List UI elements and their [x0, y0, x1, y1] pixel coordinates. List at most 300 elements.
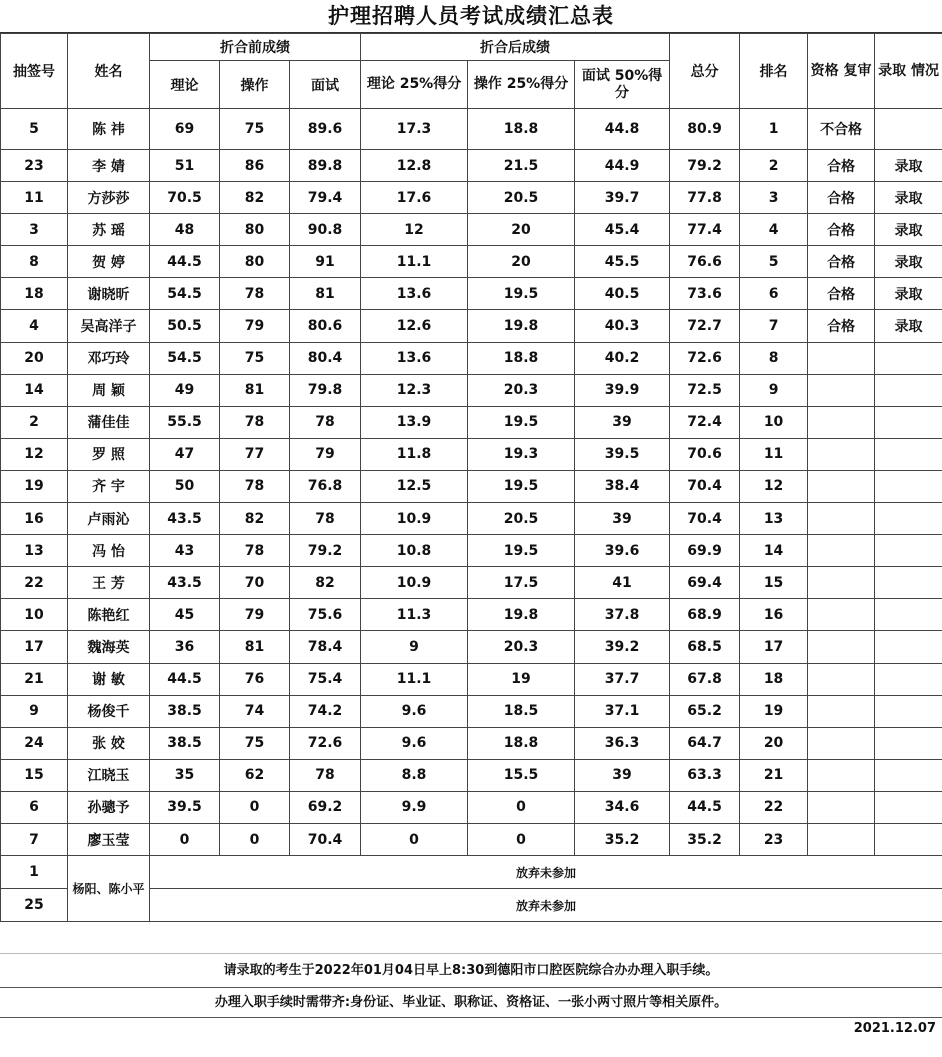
operation-weighted: 18.8	[468, 727, 575, 759]
admission-status: 录取	[875, 150, 942, 182]
operation-score: 86	[220, 150, 290, 182]
candidate-name: 卢雨沁	[68, 503, 150, 535]
operation-score: 78	[220, 406, 290, 438]
header-interview-50: 面试 50%得分	[575, 61, 670, 109]
draw-no: 10	[1, 599, 68, 631]
theory-weighted: 13.6	[361, 342, 468, 374]
rank: 10	[740, 406, 808, 438]
table-row	[1, 791, 942, 823]
table-row	[1, 278, 942, 310]
qualification-status	[808, 695, 875, 727]
theory-weighted: 12	[361, 214, 468, 246]
total-score: 77.8	[670, 182, 740, 214]
table-row	[1, 182, 942, 214]
operation-weighted: 19.5	[468, 278, 575, 310]
draw-no: 23	[1, 150, 68, 182]
theory-score: 36	[150, 631, 220, 663]
operation-weighted: 18.5	[468, 695, 575, 727]
table-row	[1, 599, 942, 631]
draw-no: 3	[1, 214, 68, 246]
theory-weighted: 0	[361, 823, 468, 855]
operation-weighted: 19.8	[468, 599, 575, 631]
operation-weighted: 0	[468, 823, 575, 855]
interview-score: 79.4	[290, 182, 361, 214]
interview-weighted: 37.8	[575, 599, 670, 631]
interview-score: 91	[290, 246, 361, 278]
rank: 14	[740, 535, 808, 567]
total-score: 76.6	[670, 246, 740, 278]
operation-weighted: 19.5	[468, 535, 575, 567]
header-name: 姓名	[68, 34, 150, 109]
qualification-status: 合格	[808, 182, 875, 214]
admission-status	[875, 470, 942, 502]
qualification-status	[808, 406, 875, 438]
interview-score: 69.2	[290, 791, 361, 823]
total-score: 77.4	[670, 214, 740, 246]
operation-score: 79	[220, 310, 290, 342]
score-rows	[1, 109, 942, 856]
total-score: 72.7	[670, 310, 740, 342]
interview-score: 82	[290, 567, 361, 599]
theory-score: 45	[150, 599, 220, 631]
admission-status	[875, 823, 942, 855]
admission-status	[875, 535, 942, 567]
admission-status	[875, 374, 942, 406]
candidate-name: 齐 宇	[68, 470, 150, 502]
table-row	[1, 503, 942, 535]
admission-status	[875, 727, 942, 759]
rank: 22	[740, 791, 808, 823]
operation-score: 80	[220, 246, 290, 278]
interview-score: 75.4	[290, 663, 361, 695]
candidate-name: 邓巧玲	[68, 342, 150, 374]
interview-weighted: 40.3	[575, 310, 670, 342]
candidate-name: 王 芳	[68, 567, 150, 599]
total-score: 64.7	[670, 727, 740, 759]
candidate-name: 廖玉莹	[68, 823, 150, 855]
interview-weighted: 37.7	[575, 663, 670, 695]
operation-weighted: 20.5	[468, 503, 575, 535]
operation-score: 78	[220, 470, 290, 502]
draw-no: 2	[1, 406, 68, 438]
operation-score: 81	[220, 374, 290, 406]
operation-score: 75	[220, 727, 290, 759]
table-row	[1, 631, 942, 663]
rank: 16	[740, 599, 808, 631]
candidate-name: 蒲佳佳	[68, 406, 150, 438]
total-score: 80.9	[670, 109, 740, 150]
interview-score: 80.4	[290, 342, 361, 374]
theory-score: 38.5	[150, 695, 220, 727]
table-row	[1, 727, 942, 759]
interview-score: 79.8	[290, 374, 361, 406]
theory-score: 54.5	[150, 342, 220, 374]
score-table	[0, 33, 942, 922]
qualification-status: 不合格	[808, 109, 875, 150]
candidate-name: 贺 婷	[68, 246, 150, 278]
theory-weighted: 10.8	[361, 535, 468, 567]
operation-weighted: 19.8	[468, 310, 575, 342]
theory-score: 44.5	[150, 663, 220, 695]
header-before-group: 折合前成绩	[150, 34, 361, 61]
rank: 11	[740, 438, 808, 470]
interview-score: 78	[290, 759, 361, 791]
interview-weighted: 39.6	[575, 535, 670, 567]
total-score: 44.5	[670, 791, 740, 823]
qualification-status	[808, 374, 875, 406]
total-score: 35.2	[670, 823, 740, 855]
total-score: 68.9	[670, 599, 740, 631]
total-score: 73.6	[670, 278, 740, 310]
admission-status: 录取	[875, 214, 942, 246]
header-draw-no: 抽签号	[1, 34, 68, 109]
rank: 15	[740, 567, 808, 599]
interview-weighted: 45.5	[575, 246, 670, 278]
qualification-status: 合格	[808, 278, 875, 310]
operation-weighted: 19.5	[468, 406, 575, 438]
operation-score: 82	[220, 503, 290, 535]
operation-weighted: 0	[468, 791, 575, 823]
theory-score: 69	[150, 109, 220, 150]
interview-weighted: 34.6	[575, 791, 670, 823]
interview-score: 78.4	[290, 631, 361, 663]
theory-score: 51	[150, 150, 220, 182]
operation-weighted: 20.3	[468, 631, 575, 663]
operation-weighted: 17.5	[468, 567, 575, 599]
qualification-status: 合格	[808, 246, 875, 278]
theory-score: 43.5	[150, 503, 220, 535]
total-score: 63.3	[670, 759, 740, 791]
qualification-status	[808, 342, 875, 374]
operation-score: 82	[220, 182, 290, 214]
draw-no: 12	[1, 438, 68, 470]
operation-weighted: 19.3	[468, 438, 575, 470]
operation-weighted: 15.5	[468, 759, 575, 791]
operation-score: 75	[220, 342, 290, 374]
rank: 19	[740, 695, 808, 727]
qualification-status	[808, 663, 875, 695]
operation-score: 78	[220, 278, 290, 310]
theory-score: 50	[150, 470, 220, 502]
interview-weighted: 36.3	[575, 727, 670, 759]
admission-status: 录取	[875, 278, 942, 310]
qualification-status	[808, 470, 875, 502]
qualification-status	[808, 631, 875, 663]
total-score: 70.4	[670, 470, 740, 502]
interview-weighted: 44.9	[575, 150, 670, 182]
rank: 2	[740, 150, 808, 182]
header-total: 总分	[670, 34, 740, 109]
table-row	[1, 214, 942, 246]
rank: 4	[740, 214, 808, 246]
draw-no: 17	[1, 631, 68, 663]
total-score: 79.2	[670, 150, 740, 182]
rank: 23	[740, 823, 808, 855]
candidate-name: 江晓玉	[68, 759, 150, 791]
interview-score: 80.6	[290, 310, 361, 342]
admission-status	[875, 663, 942, 695]
interview-weighted: 39	[575, 406, 670, 438]
interview-score: 78	[290, 503, 361, 535]
interview-weighted: 40.2	[575, 342, 670, 374]
interview-score: 90.8	[290, 214, 361, 246]
interview-score: 79.2	[290, 535, 361, 567]
candidate-name: 吴高洋子	[68, 310, 150, 342]
admission-status: 录取	[875, 182, 942, 214]
draw-no: 13	[1, 535, 68, 567]
operation-weighted: 20.3	[468, 374, 575, 406]
operation-score: 78	[220, 535, 290, 567]
theory-weighted: 12.3	[361, 374, 468, 406]
table-row	[1, 109, 942, 150]
operation-score: 76	[220, 663, 290, 695]
candidate-name: 罗 照	[68, 438, 150, 470]
draw-no: 4	[1, 310, 68, 342]
qualification-status	[808, 823, 875, 855]
table-row	[1, 438, 942, 470]
theory-score: 50.5	[150, 310, 220, 342]
interview-weighted: 39.7	[575, 182, 670, 214]
qualification-status	[808, 727, 875, 759]
qualification-status	[808, 759, 875, 791]
draw-no: 9	[1, 695, 68, 727]
table-row	[1, 567, 942, 599]
interview-score: 74.2	[290, 695, 361, 727]
admission-status	[875, 759, 942, 791]
operation-weighted: 18.8	[468, 342, 575, 374]
table-row	[1, 663, 942, 695]
total-score: 72.5	[670, 374, 740, 406]
candidate-name: 李 婧	[68, 150, 150, 182]
operation-score: 77	[220, 438, 290, 470]
candidate-name: 苏 瑶	[68, 214, 150, 246]
header-rank: 排名	[740, 34, 808, 109]
interview-score: 89.6	[290, 109, 361, 150]
qualification-status: 合格	[808, 214, 875, 246]
theory-weighted: 17.6	[361, 182, 468, 214]
total-score: 68.5	[670, 631, 740, 663]
theory-score: 35	[150, 759, 220, 791]
theory-weighted: 12.5	[361, 470, 468, 502]
draw-no: 14	[1, 374, 68, 406]
candidate-name: 张 姣	[68, 727, 150, 759]
draw-no: 18	[1, 278, 68, 310]
interview-weighted: 39	[575, 503, 670, 535]
admission-status	[875, 406, 942, 438]
total-score: 69.9	[670, 535, 740, 567]
operation-score: 62	[220, 759, 290, 791]
interview-score: 75.6	[290, 599, 361, 631]
absent-draw-no: 25	[1, 889, 68, 922]
theory-weighted: 12.8	[361, 150, 468, 182]
theory-score: 43	[150, 535, 220, 567]
operation-weighted: 20.5	[468, 182, 575, 214]
sheet-title: 护理招聘人员考试成绩汇总表	[0, 0, 942, 33]
operation-weighted: 20	[468, 246, 575, 278]
interview-weighted: 45.4	[575, 214, 670, 246]
theory-weighted: 11.3	[361, 599, 468, 631]
theory-score: 55.5	[150, 406, 220, 438]
candidate-name: 陈 祎	[68, 109, 150, 150]
table-row	[1, 759, 942, 791]
interview-weighted: 44.8	[575, 109, 670, 150]
admission-status	[875, 695, 942, 727]
theory-score: 43.5	[150, 567, 220, 599]
theory-weighted: 13.6	[361, 278, 468, 310]
candidate-name: 杨俊千	[68, 695, 150, 727]
table-row	[1, 535, 942, 567]
interview-weighted: 37.1	[575, 695, 670, 727]
admission-status	[875, 567, 942, 599]
absent-note: 放弃未参加	[150, 856, 942, 889]
admission-status: 录取	[875, 310, 942, 342]
qualification-status	[808, 791, 875, 823]
operation-score: 81	[220, 631, 290, 663]
theory-weighted: 8.8	[361, 759, 468, 791]
admission-status	[875, 503, 942, 535]
theory-weighted: 11.8	[361, 438, 468, 470]
table-row	[1, 695, 942, 727]
theory-score: 47	[150, 438, 220, 470]
candidate-name: 周 颖	[68, 374, 150, 406]
interview-score: 89.8	[290, 150, 361, 182]
qualification-status	[808, 567, 875, 599]
qualification-status	[808, 503, 875, 535]
candidate-name: 方莎莎	[68, 182, 150, 214]
blank-row	[0, 922, 942, 954]
header-theory: 理论	[150, 61, 220, 109]
table-row	[1, 310, 942, 342]
interview-weighted: 38.4	[575, 470, 670, 502]
issue-date: 2021.12.07	[853, 1021, 936, 1037]
operation-score: 70	[220, 567, 290, 599]
theory-weighted: 11.1	[361, 663, 468, 695]
draw-no: 22	[1, 567, 68, 599]
operation-score: 74	[220, 695, 290, 727]
theory-score: 0	[150, 823, 220, 855]
qualification-status: 合格	[808, 150, 875, 182]
rank: 9	[740, 374, 808, 406]
interview-score: 70.4	[290, 823, 361, 855]
qualification-status	[808, 438, 875, 470]
theory-score: 39.5	[150, 791, 220, 823]
total-score: 72.6	[670, 342, 740, 374]
candidate-name: 孙骢予	[68, 791, 150, 823]
rank: 7	[740, 310, 808, 342]
interview-score: 78	[290, 406, 361, 438]
operation-score: 0	[220, 823, 290, 855]
draw-no: 24	[1, 727, 68, 759]
operation-weighted: 21.5	[468, 150, 575, 182]
theory-weighted: 10.9	[361, 567, 468, 599]
draw-no: 15	[1, 759, 68, 791]
admission-status	[875, 109, 942, 150]
table-row	[1, 406, 942, 438]
draw-no: 8	[1, 246, 68, 278]
theory-score: 49	[150, 374, 220, 406]
interview-weighted: 39.5	[575, 438, 670, 470]
notice-report-time: 请录取的考生于2022年01月04日早上8:30到德阳市口腔医院综合办办理入职手续。	[0, 954, 942, 988]
operation-weighted: 18.8	[468, 109, 575, 150]
absent-note: 放弃未参加	[150, 889, 942, 922]
interview-weighted: 39.2	[575, 631, 670, 663]
theory-weighted: 9.9	[361, 791, 468, 823]
theory-weighted: 9.6	[361, 727, 468, 759]
total-score: 65.2	[670, 695, 740, 727]
draw-no: 11	[1, 182, 68, 214]
rank: 17	[740, 631, 808, 663]
interview-weighted: 40.5	[575, 278, 670, 310]
rank: 5	[740, 246, 808, 278]
theory-score: 44.5	[150, 246, 220, 278]
table-row	[1, 374, 942, 406]
rank: 12	[740, 470, 808, 502]
table-row	[1, 470, 942, 502]
admission-status	[875, 631, 942, 663]
header-qualification: 资格 复审	[808, 34, 875, 109]
total-score: 70.6	[670, 438, 740, 470]
draw-no: 5	[1, 109, 68, 150]
theory-weighted: 12.6	[361, 310, 468, 342]
operation-score: 79	[220, 599, 290, 631]
interview-weighted: 35.2	[575, 823, 670, 855]
interview-score: 72.6	[290, 727, 361, 759]
rank: 18	[740, 663, 808, 695]
interview-weighted: 39.9	[575, 374, 670, 406]
interview-weighted: 39	[575, 759, 670, 791]
header-operation: 操作	[220, 61, 290, 109]
table-row	[1, 150, 942, 182]
rank: 8	[740, 342, 808, 374]
interview-score: 81	[290, 278, 361, 310]
rank: 21	[740, 759, 808, 791]
candidate-name: 魏海英	[68, 631, 150, 663]
admission-status	[875, 438, 942, 470]
theory-score: 70.5	[150, 182, 220, 214]
operation-score: 80	[220, 214, 290, 246]
theory-weighted: 9	[361, 631, 468, 663]
operation-weighted: 19	[468, 663, 575, 695]
admission-status	[875, 599, 942, 631]
table-row	[1, 342, 942, 374]
qualification-status	[808, 535, 875, 567]
absent-names: 杨阳、陈小平	[68, 856, 150, 922]
rank: 20	[740, 727, 808, 759]
total-score: 69.4	[670, 567, 740, 599]
theory-weighted: 13.9	[361, 406, 468, 438]
candidate-name: 谢 敏	[68, 663, 150, 695]
qualification-status: 合格	[808, 310, 875, 342]
theory-score: 38.5	[150, 727, 220, 759]
theory-weighted: 11.1	[361, 246, 468, 278]
draw-no: 7	[1, 823, 68, 855]
qualification-status	[808, 599, 875, 631]
rank: 13	[740, 503, 808, 535]
theory-score: 48	[150, 214, 220, 246]
header-theory-25: 理论 25%得分	[361, 61, 468, 109]
rank: 3	[740, 182, 808, 214]
absent-rows	[1, 856, 942, 922]
table-row	[1, 823, 942, 855]
candidate-name: 陈艳红	[68, 599, 150, 631]
theory-weighted: 17.3	[361, 109, 468, 150]
rank: 1	[740, 109, 808, 150]
absent-draw-no: 1	[1, 856, 68, 889]
header-interview: 面试	[290, 61, 361, 109]
header-after-group: 折合后成绩	[361, 34, 670, 61]
total-score: 72.4	[670, 406, 740, 438]
candidate-name: 冯 怡	[68, 535, 150, 567]
